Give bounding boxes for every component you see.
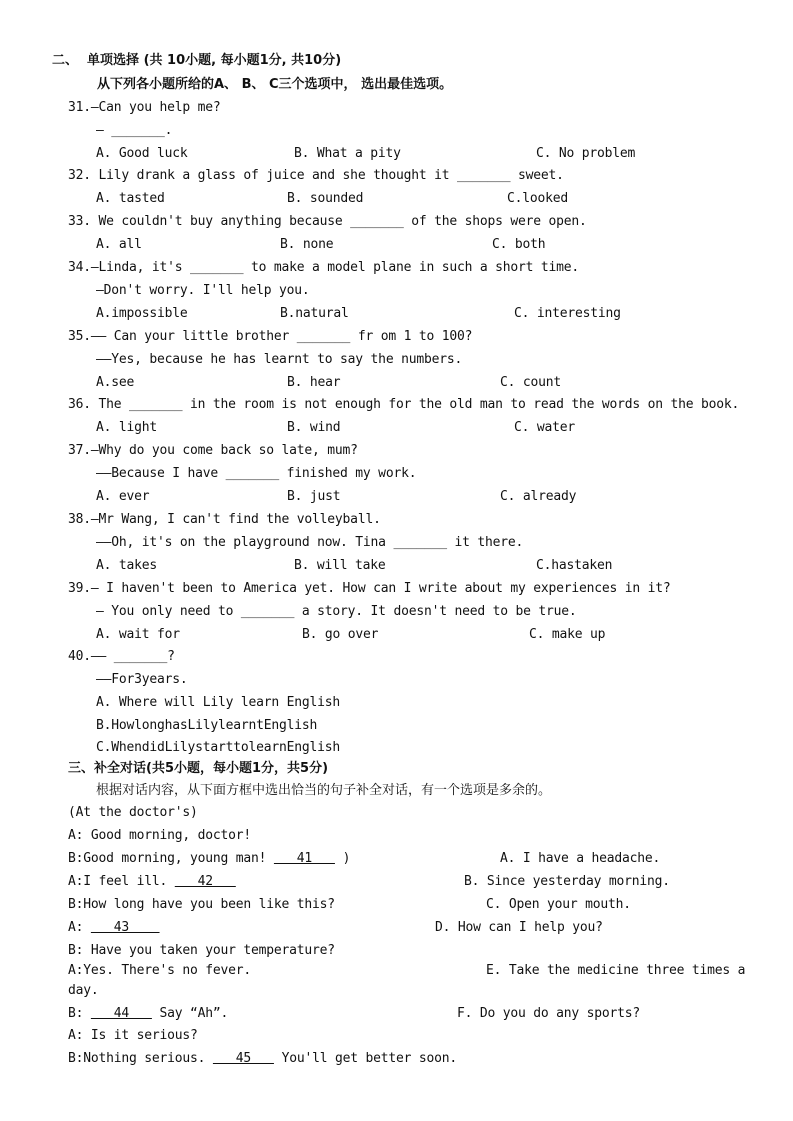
q38-stem: 38.—Mr Wang, I can't find the volleyball. bbox=[68, 512, 381, 527]
q32-option-a: A. tasted bbox=[96, 191, 165, 206]
q40-stem-2: ——For3years. bbox=[96, 672, 188, 687]
q31-stem-2: — _______. bbox=[96, 123, 173, 138]
q35-option-c: C. count bbox=[500, 375, 562, 390]
section2-title: 二、 单项选择 (共 10小题, 每小题1分, 共10分) bbox=[52, 53, 342, 68]
q33-option-a: A. all bbox=[96, 237, 142, 252]
q31-option-a: A. Good luck bbox=[96, 146, 188, 161]
q31-stem: 31.—Can you help me? bbox=[68, 100, 221, 115]
q35-option-a: A.see bbox=[96, 375, 135, 390]
q34-option-a: A.impossible bbox=[96, 306, 188, 321]
dialog-line-5 bbox=[68, 919, 160, 937]
dialog-line-9: A: Is it serious? bbox=[68, 1028, 198, 1043]
option-a: A. I have a headache. bbox=[500, 851, 661, 866]
blank-42: 42 bbox=[174, 874, 236, 889]
q33-stem: 33. We couldn't buy anything because _______ of the shops were open. bbox=[68, 214, 587, 229]
option-d: D. How can I help you? bbox=[435, 920, 603, 935]
dialog-text: B:Good morning, young man! bbox=[68, 851, 274, 866]
section3-instruction: 根据对话内容，从下面方框中选出恰当的句子补全对话，有一个选项是多余的。 bbox=[96, 783, 552, 798]
q38-option-b: B. will take bbox=[294, 558, 386, 573]
dialog-context: (At the doctor's) bbox=[68, 805, 198, 820]
q39-option-b: B. go over bbox=[302, 627, 379, 642]
blank-43: 43 bbox=[90, 920, 160, 935]
q39-stem-2: — You only need to _______ a story. It doesn't need to be true. bbox=[96, 604, 577, 619]
blank-45: 45 bbox=[212, 1051, 274, 1066]
q40-stem: 40.—— _______? bbox=[68, 649, 175, 664]
q34-option-b: B.natural bbox=[280, 306, 349, 321]
dialog-line-2 bbox=[68, 850, 350, 868]
q40-option-b: B.HowlonghasLilylearntEnglish bbox=[96, 718, 318, 733]
q36-option-a: A. light bbox=[96, 420, 158, 435]
dialog-text: B:Nothing serious. bbox=[68, 1051, 213, 1066]
dialog-line-7: A:Yes. There's no fever. bbox=[68, 963, 252, 978]
q34-stem: 34.—Linda, it's _______ to make a model plane in such a short time. bbox=[68, 260, 579, 275]
q36-stem: 36. The _______ in the room is not enough for the old man to read the words on the book. bbox=[68, 397, 740, 412]
option-c: C. Open your mouth. bbox=[486, 897, 631, 912]
q34-option-c: C. interesting bbox=[514, 306, 621, 321]
q37-option-b: B. just bbox=[287, 489, 341, 504]
q35-stem: 35.—— Can your little brother _______ fr om 1 to 100? bbox=[68, 329, 473, 344]
q36-option-c: C. water bbox=[514, 420, 576, 435]
dialog-text: You'll get better soon. bbox=[273, 1051, 457, 1066]
dialog-text: A:I feel ill. bbox=[68, 874, 175, 889]
q34-stem-2: —Don't worry. I'll help you. bbox=[96, 283, 310, 298]
q39-option-c: C. make up bbox=[529, 627, 606, 642]
blank-41: 41 bbox=[273, 851, 335, 866]
option-e: E. Take the medicine three times a bbox=[486, 963, 746, 978]
option-f: F. Do you do any sports? bbox=[457, 1006, 641, 1021]
q37-option-a: A. ever bbox=[96, 489, 150, 504]
dialog-line-3 bbox=[68, 873, 236, 891]
dialog-text: B: bbox=[68, 1006, 91, 1021]
q38-option-c: C.hastaken bbox=[536, 558, 613, 573]
q40-option-c: C.WhendidLilystarttolearnEnglish bbox=[96, 740, 341, 755]
q40-option-a: A. Where will Lily learn English bbox=[96, 695, 341, 710]
q32-stem: 32. Lily drank a glass of juice and she thought it _______ sweet. bbox=[68, 168, 564, 183]
q38-option-a: A. takes bbox=[96, 558, 158, 573]
q39-stem: 39.— I haven't been to America yet. How can I write about my experiences in it? bbox=[68, 581, 671, 596]
q37-stem: 37.—Why do you come back so late, mum? bbox=[68, 443, 358, 458]
q35-stem-2: ——Yes, because he has learnt to say the numbers. bbox=[96, 352, 463, 367]
q32-option-c: C.looked bbox=[507, 191, 569, 206]
q31-option-b: B. What a pity bbox=[294, 146, 401, 161]
q37-option-c: C. already bbox=[500, 489, 577, 504]
option-b: B. Since yesterday morning. bbox=[464, 874, 670, 889]
q31-option-c: C. No problem bbox=[536, 146, 636, 161]
dialog-text: A: bbox=[68, 920, 91, 935]
q39-option-a: A. wait for bbox=[96, 627, 180, 642]
q33-option-b: B. none bbox=[280, 237, 334, 252]
dialog-line-8 bbox=[68, 1005, 228, 1023]
section2-instruction: 从下列各小题所给的A、 B、 C三个选项中， 选出最佳选项。 bbox=[97, 77, 453, 92]
dialog-line-10 bbox=[68, 1050, 457, 1068]
dialog-line-4: B:How long have you been like this? bbox=[68, 897, 335, 912]
blank-44: 44 bbox=[90, 1006, 152, 1021]
q33-option-c: C. both bbox=[492, 237, 546, 252]
q38-stem-2: ——Oh, it's on the playground now. Tina _______ it there. bbox=[96, 535, 524, 550]
q37-stem-2: ——Because I have _______ finished my work. bbox=[96, 466, 417, 481]
q32-option-b: B. sounded bbox=[287, 191, 364, 206]
dialog-text: Say “Ah”. bbox=[151, 1006, 229, 1021]
dialog-line-6: B: Have you taken your temperature? bbox=[68, 943, 335, 958]
q35-option-b: B. hear bbox=[287, 375, 341, 390]
dialog-line-1: A: Good morning, doctor! bbox=[68, 828, 252, 843]
option-e-cont: day. bbox=[68, 983, 99, 998]
q36-option-b: B. wind bbox=[287, 420, 341, 435]
section3-title: 三、补全对话(共5小题，每小题1分，共5分) bbox=[68, 761, 329, 776]
dialog-text: ) bbox=[334, 851, 351, 866]
